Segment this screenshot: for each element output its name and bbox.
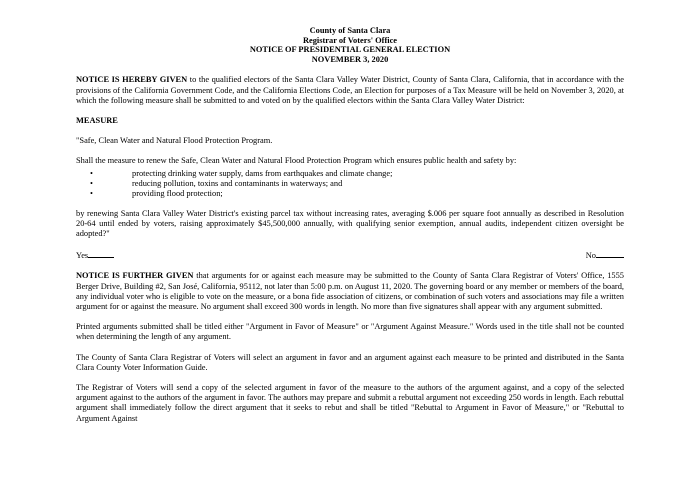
list-item: • protecting drinking water supply, dams from earthquakes and climate change; — [90, 168, 393, 178]
rebuttal-paragraph: The Registrar of Voters will send a copy of the selected argument in favor of the measure to the authors of the argument against, and a copy of the selected argument against to the authors of the argument in favor. The authors may prepare and submit a rebuttal argument not exceeding 250 words in length. Each rebuttal argument shall immediately follow the direct argument that it seeks to rebut and shall be titled "Rebuttal to Argument in Favor of Measure," or "Rebuttal to Argument Against — [76, 383, 624, 423]
measure-title: "Safe, Clean Water and Natural Flood Protection Program. — [76, 136, 273, 146]
header-office: Registrar of Voters' Office — [302, 35, 398, 45]
measure-heading: MEASURE — [76, 115, 118, 125]
further-notice-paragraph — [76, 271, 624, 312]
no-option — [586, 249, 624, 261]
measure-question: Shall the measure to renew the Safe, Clean Water and Natural Flood Protection Program which ensures public health and safety by: — [76, 156, 517, 166]
intro-lead: NOTICE IS HEREBY GIVEN — [76, 75, 188, 85]
arguments-title-paragraph: Printed arguments submitted shall be titled either "Argument in Favor of Measure" or "Argument Against Measure." Words used in the title shall not be counted when determining the length of any argument. — [76, 322, 624, 342]
header-notice-title: NOTICE OF PRESIDENTIAL GENERAL ELECTION — [249, 45, 451, 55]
no-blank-line — [596, 249, 624, 258]
list-item: • reducing pollution, toxins and contaminants in waterways; and — [90, 178, 343, 188]
no-label: No — [585, 251, 596, 261]
bullet-icon: • — [90, 188, 93, 198]
further-lead: NOTICE IS FURTHER GIVEN — [76, 271, 194, 281]
header-election-date: NOVEMBER 3, 2020 — [311, 54, 389, 64]
intro-text: to the qualified electors of the Santa Clara Valley Water District, County of Santa Clara, California, that in accordance with the provisions of the California Government Code, and the California Elections Code, an Election for purposes of a Tax Measure will be held on November 3, 2020, at which the following measure shall be submitted to and voted on by the qualified electors within the Santa Clara Valley Water District: — [76, 75, 624, 105]
list-item: • providing flood protection; — [90, 188, 223, 198]
measure-bullet-list — [76, 169, 624, 199]
yes-option — [76, 249, 114, 261]
document-header — [76, 26, 624, 64]
yes-label: Yes — [76, 251, 89, 261]
header-county: County of Santa Clara — [309, 26, 391, 35]
bullet-icon: • — [90, 168, 93, 178]
further-text: that arguments for or against each measure may be submitted to the County of Santa Clara Registrar of Voters' Office, 1555 Berger Drive, Building #2, San José, California, 95112, not later than 5:00 p.m. on August 11, 2020. The governing board or any member or members of the board, any individual voter who is eligible to vote on the measure, or a bona fide association of citizens, or combination of such voters and associations may file a written argument for or against the measure. No argument shall exceed 300 words in length. No more than five signatures shall appear with any argument submitted. — [76, 271, 624, 312]
arguments-selection-paragraph: The County of Santa Clara Registrar of Voters will select an argument in favor and an argument against each measure to be printed and distributed in the Santa Clara County Voter Information Guide. — [76, 352, 624, 372]
yes-blank-line — [88, 249, 114, 258]
notice-document — [76, 26, 624, 434]
bullet-icon: • — [90, 178, 93, 188]
vote-options-row — [76, 249, 624, 261]
measure-continuation: by renewing Santa Clara Valley Water District's existing parcel tax without increasing rates, averaging $.006 per square foot annually as described in Resolution 20-64 until ended by voters, raising approximately $45,500,000 annually, with qualifying senior exemption, annual audits, independent citizen oversight be adopted?" — [76, 208, 624, 238]
intro-paragraph — [76, 75, 624, 106]
